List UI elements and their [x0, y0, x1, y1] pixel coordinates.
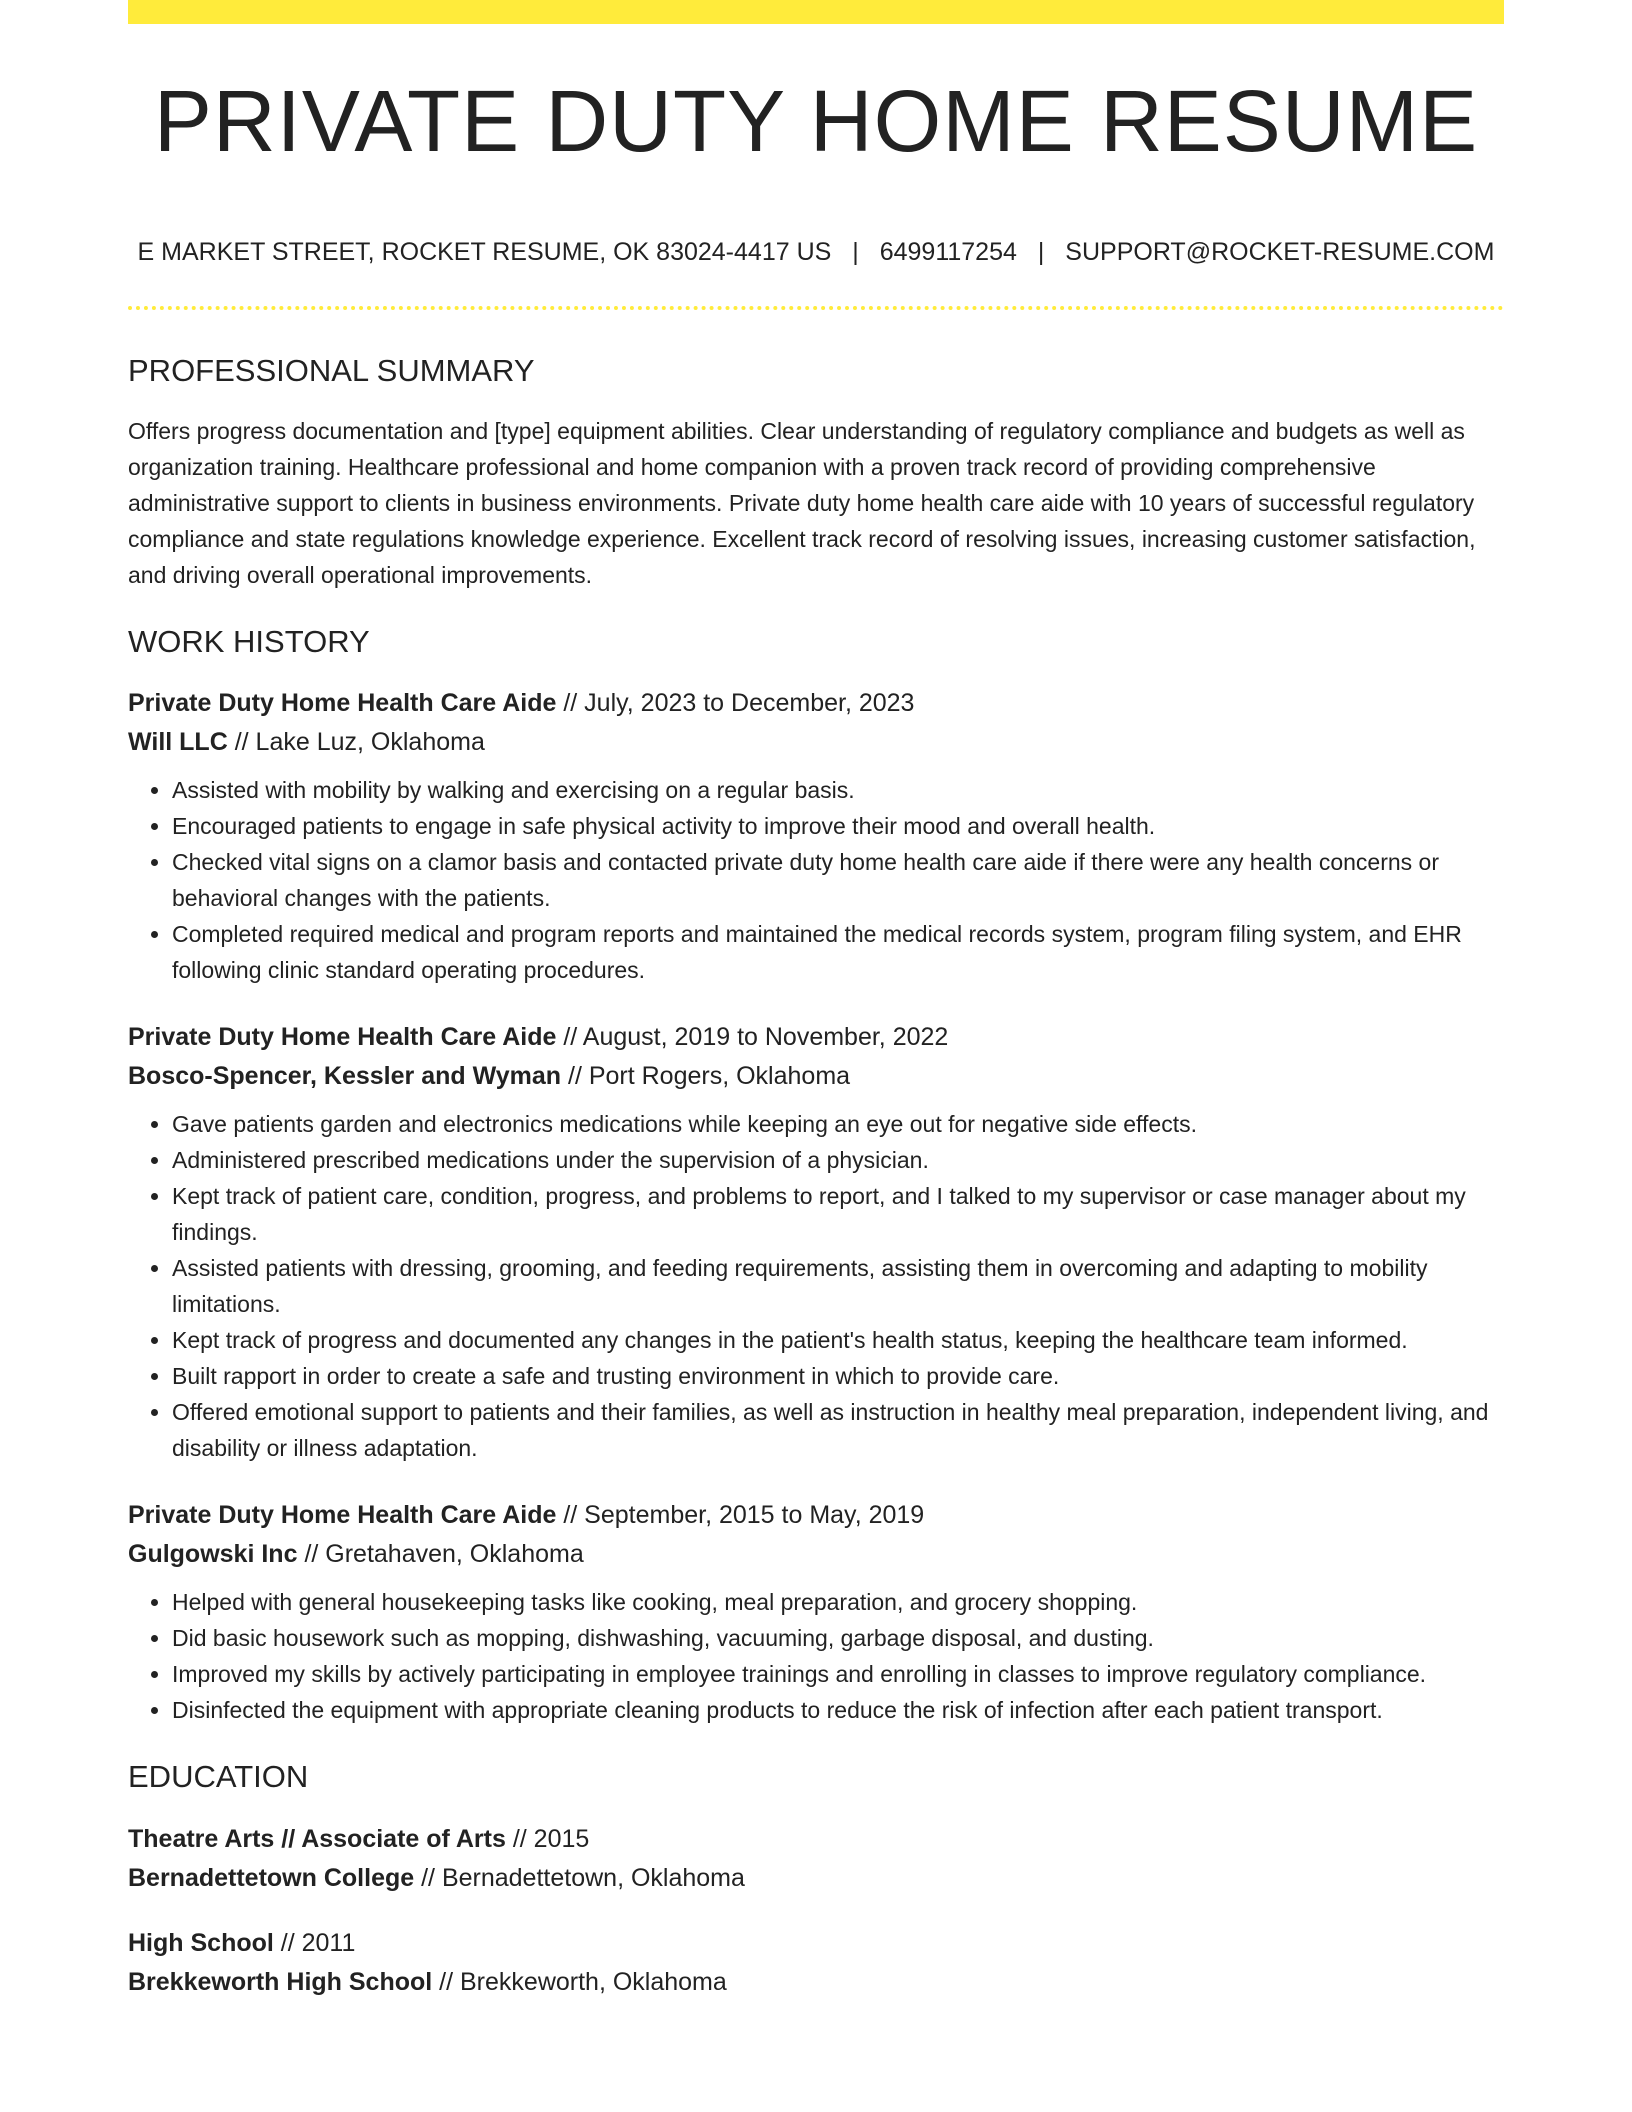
job-location: // Gretahaven, Oklahoma	[304, 1540, 584, 1569]
job-title-line	[128, 1018, 1504, 1057]
job-company: Gulgowski Inc	[128, 1540, 298, 1569]
education-school: Bernadettetown College	[128, 1863, 415, 1892]
summary-heading: PROFESSIONAL SUMMARY	[128, 353, 535, 388]
job-title-line	[128, 1496, 1504, 1535]
job-dates: // August, 2019 to November, 2022	[563, 1023, 949, 1052]
job-title: Private Duty Home Health Care Aide	[128, 689, 557, 718]
job-company-line	[128, 723, 1504, 762]
contact-email: SUPPORT@ROCKET-RESUME.COM	[1065, 238, 1495, 266]
contact-separator: |	[1037, 238, 1045, 266]
job-bullet: • Checked vital signs on a clamor basis and contacted private duty home health care aide if there were any health concerns or behavioral changes with the patients.	[172, 844, 1504, 916]
education-entry	[128, 1924, 1504, 2002]
job-bullet: • Administered prescribed medications under the supervision of a physician.	[172, 1142, 1504, 1178]
job-bullets	[128, 1106, 1504, 1466]
job-bullets	[128, 1584, 1504, 1728]
education-school: Brekkeworth High School	[128, 1967, 433, 1996]
job-bullet: • Offered emotional support to patients and their families, as well as instruction in healthy meal preparation, independent living, and disability or illness adaptation.	[172, 1394, 1504, 1466]
resume-content	[128, 352, 1504, 2028]
job-bullet: • Assisted with mobility by walking and exercising on a regular basis.	[172, 772, 1504, 808]
job-company: Bosco-Spencer, Kessler and Wyman	[128, 1062, 562, 1091]
job-dates: // July, 2023 to December, 2023	[563, 689, 915, 718]
work-history-heading: WORK HISTORY	[128, 624, 370, 660]
job-bullet: • Assisted patients with dressing, grooming, and feeding requirements, assisting them in overcoming and adapting to mobility limitations.	[172, 1250, 1504, 1322]
contact-line	[128, 238, 1504, 267]
job-company: Will LLC	[128, 728, 228, 757]
job-bullets	[128, 772, 1504, 988]
job-location: // Lake Luz, Oklahoma	[234, 728, 485, 757]
education-entry	[128, 1820, 1504, 1898]
education-year: // 2011	[280, 1928, 356, 1957]
job-bullet: • Improved my skills by actively participating in employee trainings and enrolling in classes to improve regulatory compliance.	[172, 1656, 1504, 1692]
job-bullet: • Helped with general housekeeping tasks like cooking, meal preparation, and grocery shopping.	[172, 1584, 1504, 1620]
job-bullet: • Did basic housework such as mopping, dishwashing, vacuuming, garbage disposal, and dusting.	[172, 1620, 1504, 1656]
education-school-line	[128, 1963, 1504, 2002]
contact-address: E MARKET STREET, ROCKET RESUME, OK 83024-4417 US	[137, 238, 832, 266]
job-entry	[128, 1496, 1504, 1728]
education-year: // 2015	[512, 1824, 590, 1853]
education-degree-line	[128, 1924, 1504, 1963]
job-bullet: • Kept track of progress and documented any changes in the patient's health status, keeping the healthcare team informed.	[172, 1322, 1504, 1358]
education-degree-line	[128, 1820, 1504, 1859]
job-title: Private Duty Home Health Care Aide	[128, 1023, 557, 1052]
education-degree: Theatre Arts // Associate of Arts	[128, 1824, 506, 1853]
job-bullet: • Encouraged patients to engage in safe physical activity to improve their mood and overall health.	[172, 808, 1504, 844]
education-location: // Bernadettetown, Oklahoma	[421, 1863, 745, 1892]
resume-title: PRIVATE DUTY HOME RESUME	[153, 73, 1479, 170]
job-dates: // September, 2015 to May, 2019	[563, 1501, 925, 1530]
job-bullet: • Gave patients garden and electronics medications while keeping an eye out for negative side effects.	[172, 1106, 1504, 1142]
education-school-line	[128, 1859, 1504, 1898]
job-bullet: • Completed required medical and program reports and maintained the medical records system, program filing system, and EHR following clinic standard operating procedures.	[172, 916, 1504, 988]
top-accent-bar	[128, 0, 1504, 24]
header-divider	[128, 306, 1504, 310]
education-degree: High School	[128, 1928, 274, 1957]
contact-separator: |	[852, 238, 859, 266]
job-company-line	[128, 1057, 1504, 1096]
job-location: // Port Rogers, Oklahoma	[568, 1062, 851, 1091]
job-title: Private Duty Home Health Care Aide	[128, 1501, 557, 1530]
job-entry	[128, 684, 1504, 988]
contact-phone: 6499117254	[879, 238, 1017, 266]
education-heading: EDUCATION	[128, 1759, 309, 1795]
job-company-line	[128, 1535, 1504, 1574]
summary-text: Offers progress documentation and [type] equipment abilities. Clear understanding of regulatory compliance and budgets as well as organization training. Healthcare professional and home companion with a proven track record of providing comprehensive administrative support to clients in business environments. Private duty home health care aide with 10 years of successful regulatory compliance and state regulations knowledge experience. Excellent track record of resolving issues, increasing customer satisfaction, and driving overall operational improvements.	[128, 418, 1476, 589]
job-entry	[128, 1018, 1504, 1466]
job-title-line	[128, 684, 1504, 723]
job-bullet: • Disinfected the equipment with appropriate cleaning products to reduce the risk of infection after each patient transport.	[172, 1692, 1504, 1728]
job-bullet: • Built rapport in order to create a safe and trusting environment in which to provide care.	[172, 1358, 1504, 1394]
job-bullet: • Kept track of patient care, condition, progress, and problems to report, and I talked to my supervisor or case manager about my findings.	[172, 1178, 1504, 1250]
education-location: // Brekkeworth, Oklahoma	[439, 1967, 727, 1996]
